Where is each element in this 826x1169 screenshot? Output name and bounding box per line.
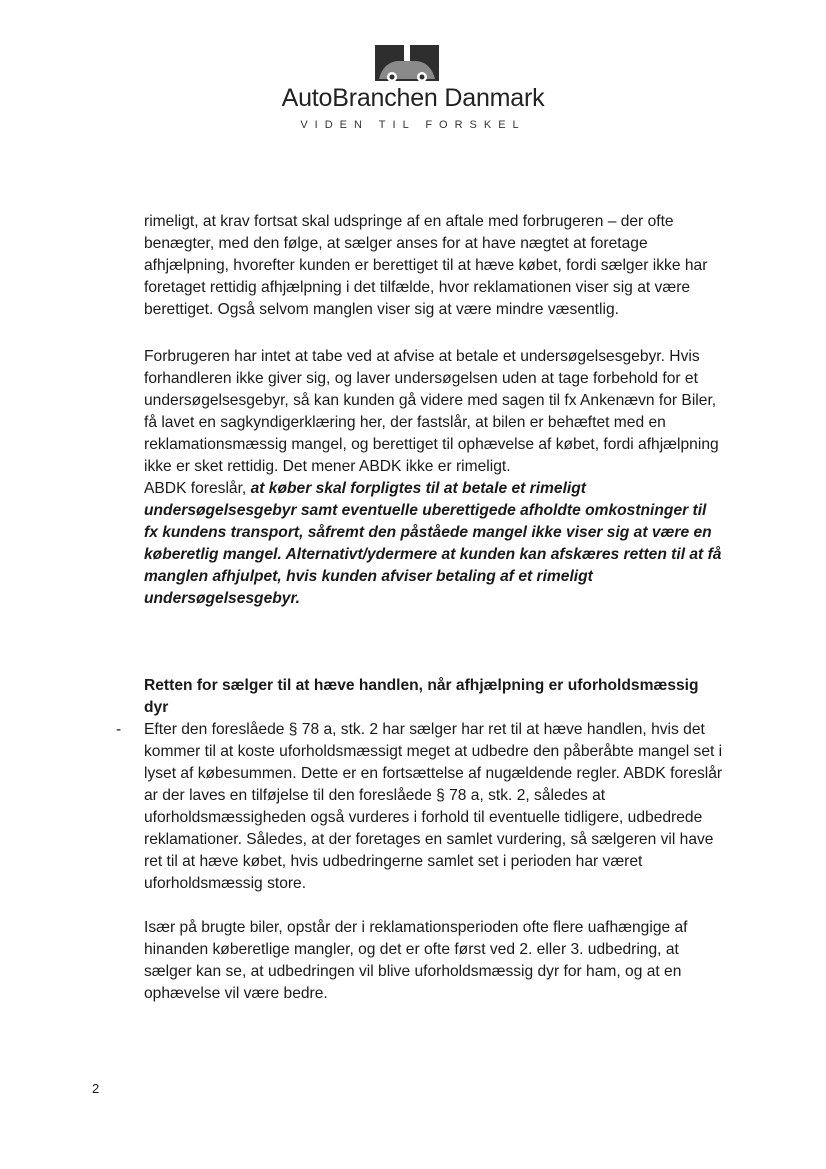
paragraph-1-text: rimeligt, at krav fortsat skal udspringe af en aftale med forbrugeren – der ofte benægter, med den følge, at sælger anses for at have nægtet at foretage afhjælpning, hvorefter kunden er berettiget til at hæve købet, fordi sælger ikke har foretaget rettidig afhjælpning i det tilfælde, hvor reklamationen viser sig at være berettiget. Også selvom manglen viser sig at være mindre væsentlig.	[144, 213, 708, 318]
company-name: AutoBranchen Danmark	[281, 84, 545, 112]
car-logo-icon	[375, 45, 439, 81]
letterhead	[0, 0, 826, 140]
paragraph-2-text: Forbrugeren har intet at tabe ved at afvise at betale et undersøgelsesgebyr. Hvis forhandleren ikke giver sig, og laver undersøgelsen uden at tage forbehold for et undersøgelsesgebyr, så kan kunden gå videre med sagen til fx Ankenævn for Biler, få lavet en sagkyndigerklæring her, der fastslår, at bilen er behæftet med en reklamationsmæssig mangel, og berettiget til ophævelse af købet, fordi afhjælpning ikke er sket rettidig. Det mener ABDK ikke er rimeligt.	[144, 348, 719, 475]
bullet-text: Efter den foreslåede § 78 a, stk. 2 har sælger har ret til at hæve handlen, hvis det kommer til at koste uforholdsmæssigt meget at udbedre den påberåbte mangel set i lyset af købesummen. Dette er en fortsættelse af nugældende regler. ABDK foreslår ar der laves en tilføjelse til den foreslåede § 78 a, stk. 2, således at uforholdsmæssigheden også vurderes i forhold til eventuelle tidligere, udbedrede reklamationer. Således, at der foretages en samlet vurdering, så sælgeren vil have ret til at hæve købet, hvis udbedringerne samlet set i perioden har været uforholdsmæssig store.	[144, 721, 723, 892]
section-heading: Retten for sælger til at hæve handlen, når afhjælpning er uforholdsmæssig dyr	[144, 677, 699, 716]
page-number: 2	[92, 1081, 100, 1096]
paragraph-1	[144, 211, 724, 321]
paragraph-5	[144, 917, 724, 1005]
section	[144, 675, 724, 895]
paragraph-5-text: Især på brugte biler, opstår der i reklamationsperioden ofte flere uafhængige af hinanden køberetlige mangler, og det er ofte først ved 2. eller 3. udbedring, at sælger kan se, at udbedringen vil blive uforholdsmæssig dyr for ham, og at en ophævelse vil være bedre.	[144, 919, 688, 1002]
bullet-marker: -	[116, 721, 122, 738]
paragraph-3-lead: ABDK foreslår,	[144, 480, 251, 497]
paragraph-3	[144, 478, 724, 610]
paragraph-2	[144, 346, 724, 610]
paragraph-3-emphasis: at køber skal forpligtes til at betale et rimeligt undersøgelsesgebyr samt eventuelle uberettigede afholdte omkostninger til fx kundens transport, såfremt den påståede mangel ikke viser sig at være en køberetlig mangel. Alternativt/ydermere at kunden kan afskæres retten til at få manglen afhjulpet, hvis kunden afviser betaling af et rimeligt undersøgelsesgebyr.	[144, 480, 722, 607]
company-tagline: VIDEN TIL FORSKEL	[300, 119, 526, 131]
